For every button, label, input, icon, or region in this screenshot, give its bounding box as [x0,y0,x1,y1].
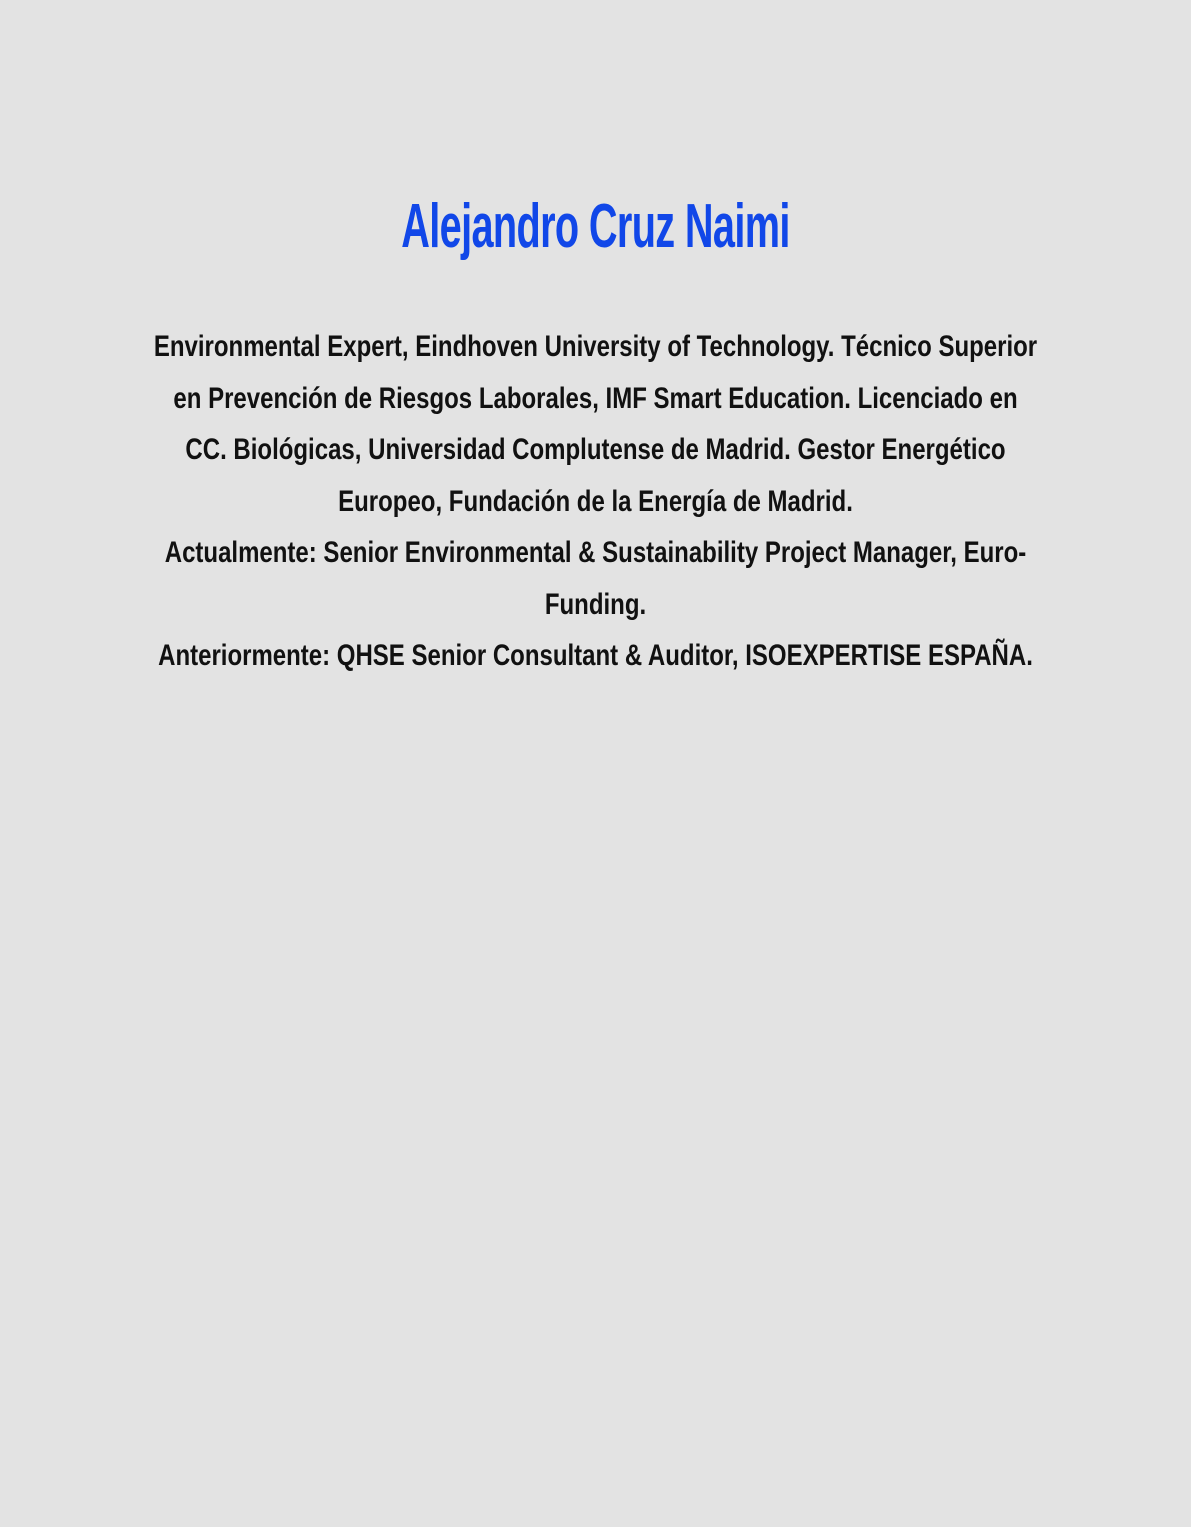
profile-name-heading: Alejandro Cruz Naimi [401,192,790,261]
bio-line-3: CC. Biológicas, Universidad Complutense de Madrid. Gestor Energético [185,433,1006,466]
bio-line-1: Environmental Expert, Eindhoven University of Technology. Técnico Superior [153,330,1038,363]
bio-line-2: en Prevención de Riesgos Laborales, IMF Smart Education. Licenciado en [173,381,1018,415]
bio-line-4: Europeo, Fundación de la Energía de Madrid. [338,484,853,518]
bio-line-5: Actualmente: Senior Environmental & Sustainability Project Manager, Euro- [164,536,1027,569]
profile-bio [119,321,1072,682]
bio-line-7: Anteriormente: QHSE Senior Consultant & Auditor, ISOEXPERTISE ESPAÑA. [158,639,1033,672]
bio-line-6: Funding. [544,587,647,621]
